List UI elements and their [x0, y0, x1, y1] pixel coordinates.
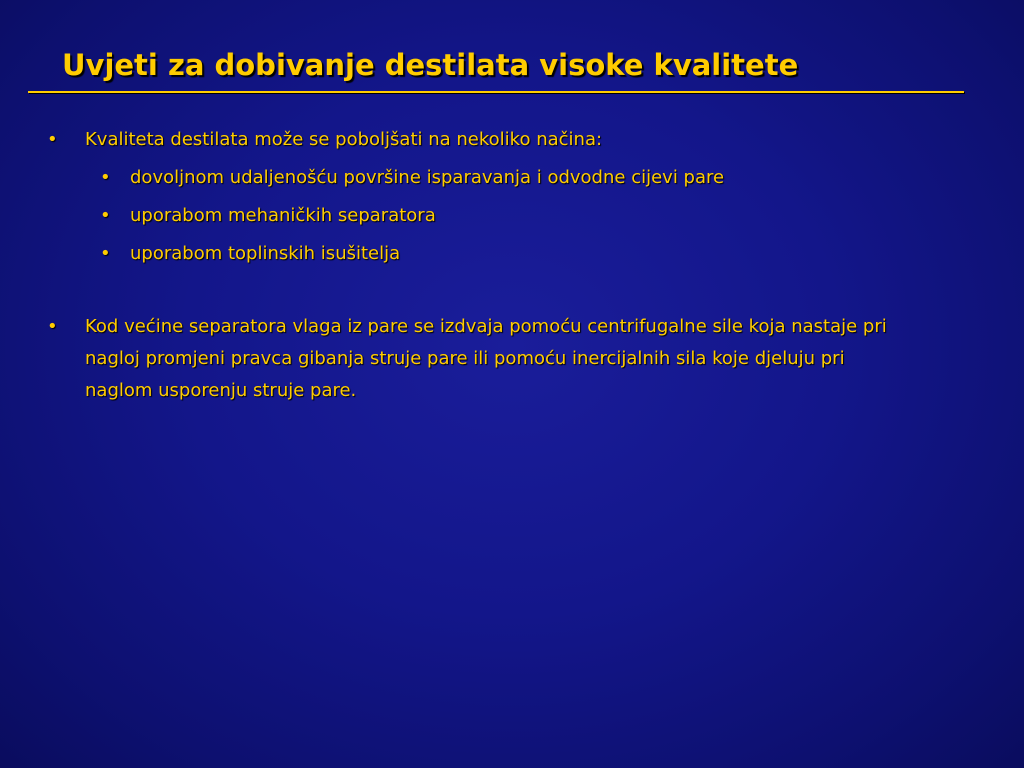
- list-subitem: uporabom mehaničkih separatora: [130, 205, 436, 226]
- paragraph-line: naglom usporenju struje pare.: [85, 380, 357, 401]
- paragraph: [85, 311, 985, 407]
- bullet-icon: •: [47, 316, 58, 337]
- list-subitem: dovoljnom udaljenošću površine isparavanja i odvodne cijevi pare: [130, 167, 725, 188]
- list-subitem: uporabom toplinskih isušitelja: [130, 243, 401, 264]
- list-item-intro: Kvaliteta destilata može se poboljšati na nekoliko načina:: [85, 129, 603, 150]
- slide-title: Uvjeti za dobivanje destilata visoke kvalitete: [62, 48, 799, 82]
- bullet-icon: •: [100, 167, 111, 188]
- bullet-icon: •: [47, 129, 58, 150]
- bullet-icon: •: [100, 205, 111, 226]
- title-underline: [28, 91, 964, 93]
- bullet-icon: •: [100, 243, 111, 264]
- paragraph-line: nagloj promjeni pravca gibanja struje pare ili pomoću inercijalnih sila koje djeluju pri: [85, 348, 845, 369]
- paragraph-line: Kod većine separatora vlaga iz pare se izdvaja pomoću centrifugalne sile koja nastaje pri: [85, 316, 887, 337]
